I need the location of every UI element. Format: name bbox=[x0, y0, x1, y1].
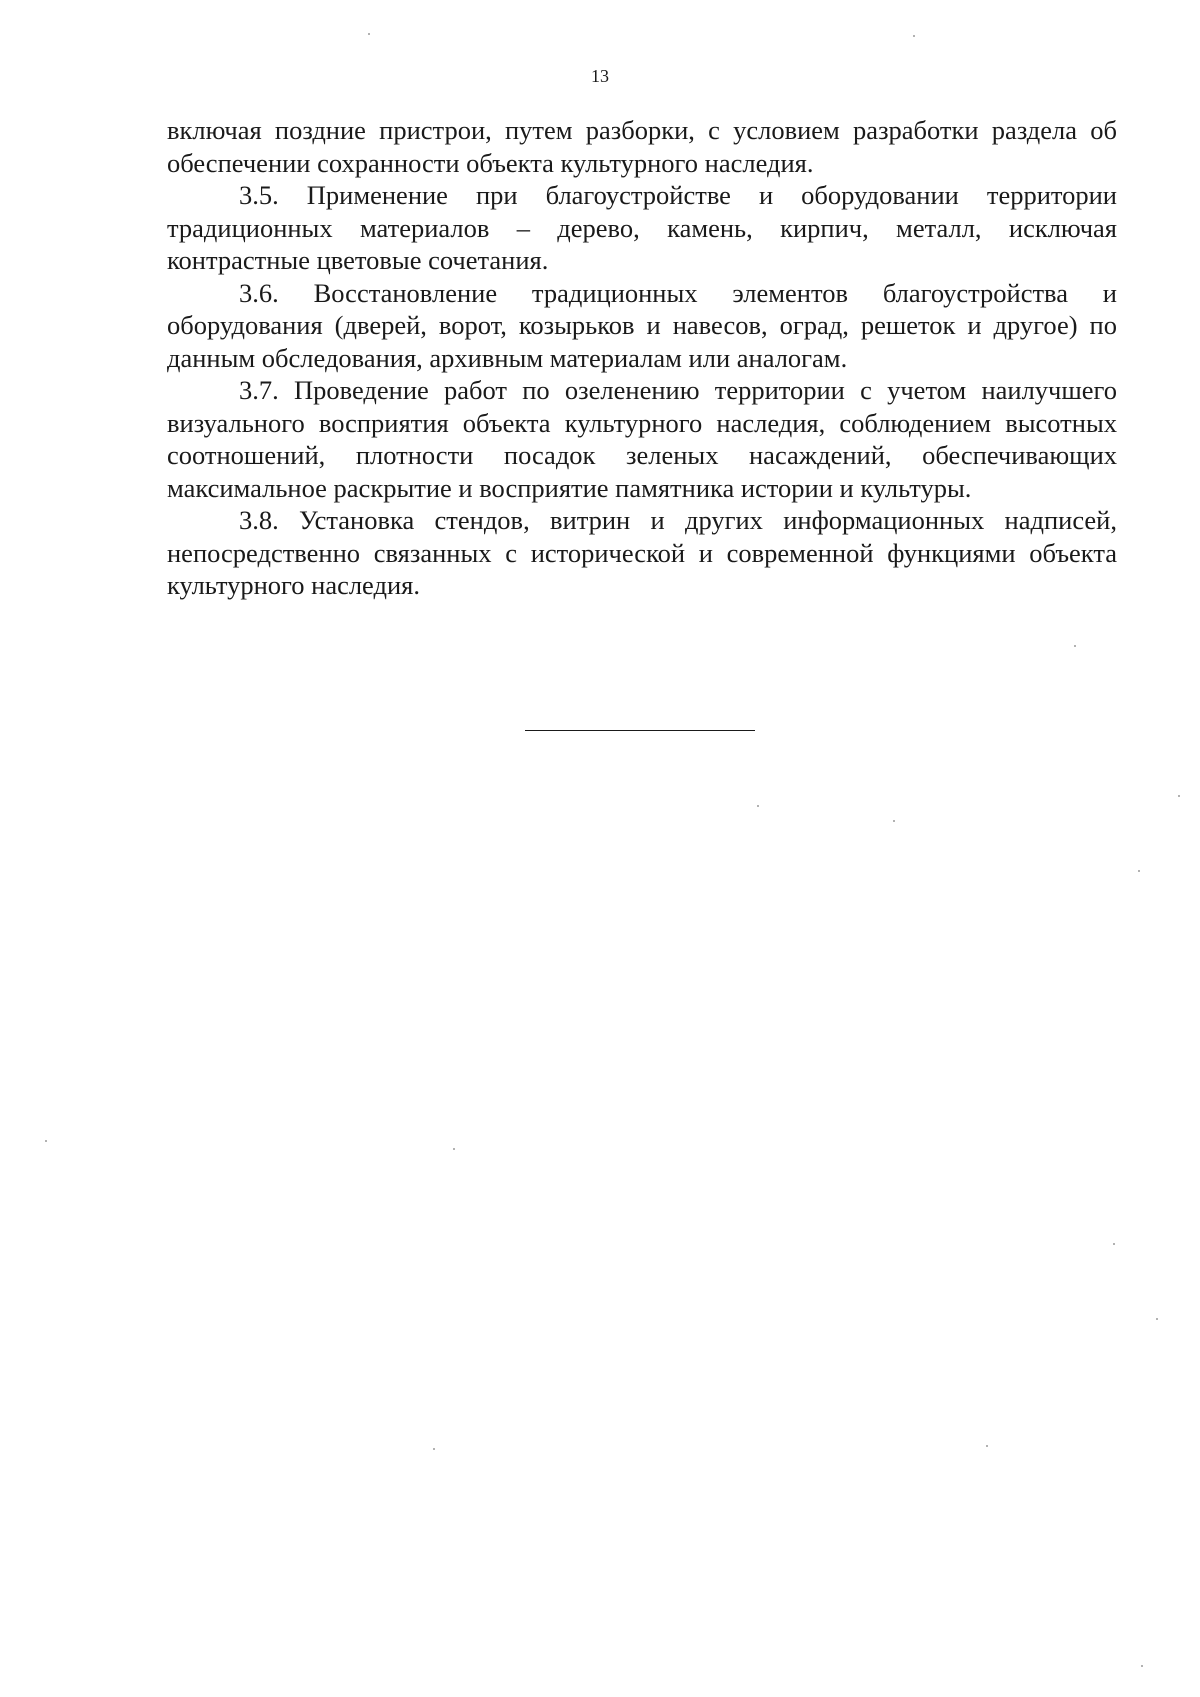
scan-speck bbox=[1074, 645, 1076, 647]
scan-speck bbox=[986, 1445, 988, 1447]
document-body bbox=[167, 114, 1117, 602]
scan-speck bbox=[368, 33, 370, 35]
scan-speck bbox=[453, 1148, 455, 1150]
paragraph-continuation: включая поздние пристрои, путем разборки, с условием разработки раздела об обеспечении сохранности объекта культурного наследия. bbox=[167, 115, 1117, 178]
scan-speck bbox=[757, 805, 759, 807]
end-of-document-rule bbox=[525, 730, 755, 731]
paragraph-3-6: 3.6. Восстановление традиционных элементов благоустройства и оборудования (дверей, ворот, козырьков и навесов, оград, решеток и другое) по данным обследования, архивным материалам или аналогам. bbox=[167, 277, 1117, 373]
scan-speck bbox=[1156, 1318, 1158, 1320]
scan-speck bbox=[1141, 1665, 1143, 1667]
paragraph-3-5: 3.5. Применение при благоустройстве и оборудовании территории традиционных материалов – дерево, камень, кирпич, металл, исключая контрастные цветовые сочетания. bbox=[167, 180, 1117, 275]
scan-speck bbox=[1113, 1243, 1115, 1245]
page-number: 13 bbox=[591, 66, 609, 86]
scan-speck bbox=[1138, 870, 1140, 872]
paragraph-3-7: 3.7. Проведение работ по озеленению территории с учетом наилучшего визуального восприятия объекта культурного наследия, соблюдением высотных соотношений, плотности посадок зеленых насаждений, обеспечивающих максимальное раскрытие и восприятие памятника истории и культуры. bbox=[167, 375, 1117, 503]
scan-speck bbox=[433, 1448, 435, 1450]
scan-speck bbox=[45, 1140, 47, 1142]
scan-speck bbox=[1178, 795, 1180, 797]
paragraph-3-8: 3.8. Установка стендов, витрин и других информационных надписей, непосредственно связанных с исторической и современной функциями объекта культурного наследия. bbox=[167, 505, 1117, 600]
scan-speck bbox=[913, 35, 915, 37]
scan-speck bbox=[893, 820, 895, 822]
